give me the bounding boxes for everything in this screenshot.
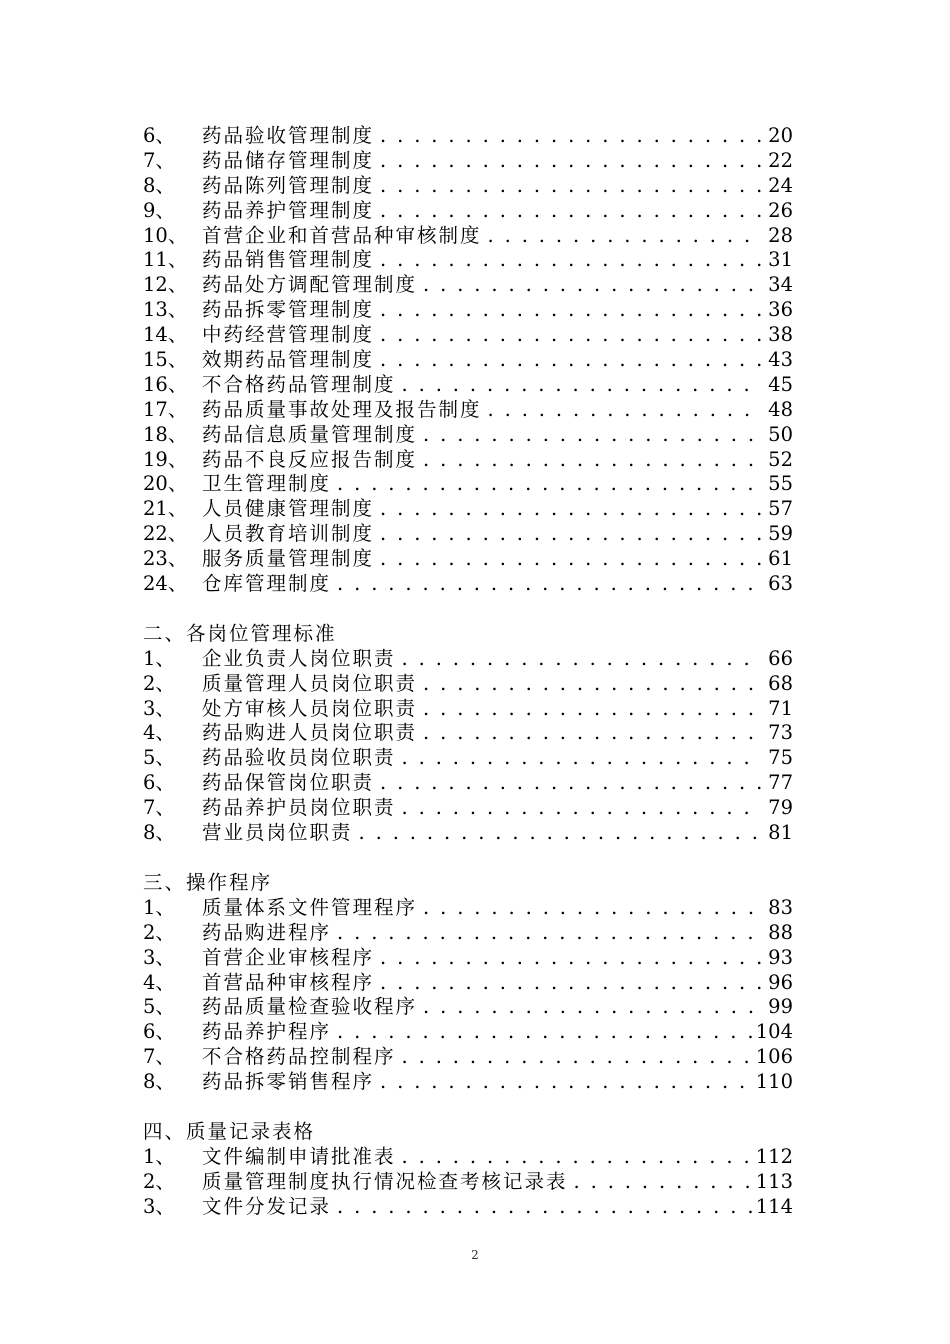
toc-entry: [143, 1070, 793, 1095]
toc-entry: [143, 796, 793, 821]
toc-entry-title: 药品储存管理制度: [202, 148, 375, 172]
toc-entry-number: 15、: [143, 348, 188, 372]
toc-entry-page: 104: [755, 1020, 793, 1044]
toc-entry-number: 9、: [143, 198, 175, 222]
dot-leader: [423, 448, 761, 473]
toc-entry-page: 71: [768, 696, 793, 720]
toc-entry-number: 2、: [143, 671, 175, 695]
toc-entry-page: 24: [768, 173, 793, 197]
toc-entry-page: 59: [768, 522, 793, 546]
toc-entry: [143, 124, 793, 149]
toc-entry: [143, 497, 793, 522]
toc-entry: [143, 348, 793, 373]
toc-entry-page: 22: [768, 148, 793, 172]
toc-group-positions: [143, 647, 793, 846]
dot-leader: [337, 472, 761, 497]
toc-entry: [143, 398, 793, 423]
toc-entry-title: 药品陈列管理制度: [202, 173, 375, 197]
toc-entry-page: 77: [768, 771, 793, 795]
toc-entry-title: 药品保管岗位职责: [202, 771, 375, 795]
dot-leader: [380, 174, 761, 199]
dot-leader: [380, 298, 761, 323]
toc-entry-title: 企业负责人岗位职责: [202, 646, 396, 670]
toc-entry: [143, 472, 793, 497]
toc-entry-number: 13、: [143, 298, 188, 322]
toc-entry-page: 61: [768, 547, 793, 571]
toc-entry-number: 1、: [143, 895, 175, 919]
toc-entry-number: 2、: [143, 920, 175, 944]
toc-entry-title: 效期药品管理制度: [202, 348, 375, 372]
toc-entry-title: 药品质量检查验收程序: [202, 995, 418, 1019]
toc-entry-number: 3、: [143, 1194, 175, 1218]
toc-entry-title: 药品购进人员岗位职责: [202, 721, 418, 745]
toc-entry-page: 96: [768, 970, 793, 994]
toc-entry-page: 55: [768, 472, 793, 496]
toc-entry-number: 7、: [143, 148, 175, 172]
toc-entry-number: 24、: [143, 572, 188, 596]
toc-entry: [143, 1045, 793, 1070]
toc-entry: [143, 697, 793, 722]
toc-entry-title: 人员教育培训制度: [202, 522, 375, 546]
dot-leader: [380, 323, 761, 348]
toc-entry: [143, 149, 793, 174]
toc-entry-number: 19、: [143, 447, 188, 471]
dot-leader: [380, 522, 761, 547]
toc-entry: [143, 423, 793, 448]
dot-leader: [337, 1195, 752, 1220]
toc-entry: [143, 896, 793, 921]
toc-entry: [143, 572, 793, 597]
dot-leader: [380, 971, 761, 996]
toc-entry-page: 43: [768, 348, 793, 372]
toc-entry-number: 8、: [143, 173, 175, 197]
toc-entry: [143, 946, 793, 971]
toc-entry-number: 22、: [143, 522, 188, 546]
toc-entry: [143, 672, 793, 697]
toc-entry: [143, 273, 793, 298]
toc-entry: [143, 323, 793, 348]
toc-entry-page: 79: [768, 796, 793, 820]
toc-entry-page: 83: [768, 895, 793, 919]
toc-entry-number: 1、: [143, 1144, 175, 1168]
toc-entry-title: 药品验收员岗位职责: [202, 746, 396, 770]
toc-entry-title: 不合格药品管理制度: [202, 372, 396, 396]
toc-entry-title: 药品拆零销售程序: [202, 1070, 375, 1094]
dot-leader: [337, 921, 761, 946]
toc-entry-title: 仓库管理制度: [202, 572, 332, 596]
toc-entry-page: 52: [768, 447, 793, 471]
toc-entry-number: 2、: [143, 1169, 175, 1193]
toc-entry-page: 28: [768, 223, 793, 247]
dot-leader: [337, 572, 761, 597]
toc-entry-title: 质量体系文件管理程序: [202, 895, 418, 919]
toc-entry-number: 16、: [143, 372, 188, 396]
dot-leader: [380, 149, 761, 174]
toc-entry-title: 药品销售管理制度: [202, 248, 375, 272]
toc-entry-title: 不合格药品控制程序: [202, 1045, 396, 1069]
dot-leader: [423, 721, 761, 746]
toc-entry: [143, 746, 793, 771]
toc-entry-title: 药品养护员岗位职责: [202, 796, 396, 820]
toc-entry-page: 81: [768, 821, 793, 845]
toc-entry-page: 110: [755, 1070, 793, 1094]
toc-entry-page: 48: [768, 397, 793, 421]
toc-entry-number: 6、: [143, 124, 175, 147]
toc-entry-title: 药品拆零管理制度: [202, 298, 375, 322]
toc-entry: [143, 373, 793, 398]
dot-leader: [402, 796, 761, 821]
toc-entry-page: 88: [768, 920, 793, 944]
toc-entry-page: 113: [755, 1169, 793, 1193]
dot-leader: [359, 821, 761, 846]
toc-entry-number: 5、: [143, 995, 175, 1019]
toc-entry-title: 文件分发记录: [202, 1194, 332, 1218]
toc-entry-title: 药品信息质量管理制度: [202, 422, 418, 446]
toc-entry: [143, 1020, 793, 1045]
dot-leader: [574, 1170, 752, 1195]
toc-entry-number: 23、: [143, 547, 188, 571]
toc-entry: [143, 298, 793, 323]
toc-entry-number: 21、: [143, 497, 188, 521]
toc-entry-title: 质量管理制度执行情况检查考核记录表: [202, 1169, 568, 1193]
dot-leader: [423, 896, 761, 921]
toc-entry-page: 38: [768, 323, 793, 347]
toc-entry-page: 34: [768, 273, 793, 297]
toc-entry: [143, 448, 793, 473]
toc-entry-title: 首营品种审核程序: [202, 970, 375, 994]
toc-entry-number: 7、: [143, 1045, 175, 1069]
toc-entry-title: 人员健康管理制度: [202, 497, 375, 521]
section-heading-record-forms: 四、质量记录表格: [143, 1119, 316, 1143]
toc-entry-title: 药品质量事故处理及报告制度: [202, 397, 482, 421]
dot-leader: [380, 199, 761, 224]
page-number: 2: [471, 1248, 479, 1262]
toc-entry-title: 卫生管理制度: [202, 472, 332, 496]
toc-entry: [143, 995, 793, 1020]
toc-entry-title: 营业员岗位职责: [202, 821, 353, 845]
toc-entry: [143, 1195, 793, 1220]
toc-entry-page: 73: [768, 721, 793, 745]
toc-entry-page: 106: [755, 1045, 793, 1069]
dot-leader: [380, 124, 761, 149]
toc-entry: [143, 1170, 793, 1195]
toc-entry: [143, 971, 793, 996]
toc-entry-title: 药品养护管理制度: [202, 198, 375, 222]
toc-entry-number: 18、: [143, 422, 188, 446]
toc-entry: [143, 174, 793, 199]
toc-entry-number: 1、: [143, 646, 175, 670]
toc-entry-title: 药品购进程序: [202, 920, 332, 944]
toc-entry: [143, 199, 793, 224]
toc-entry-number: 8、: [143, 821, 175, 845]
toc-entry-title: 首营企业审核程序: [202, 945, 375, 969]
toc-entry-number: 17、: [143, 397, 188, 421]
toc-entry-page: 20: [768, 124, 793, 147]
toc-entry-number: 11、: [143, 248, 188, 272]
dot-leader: [423, 273, 761, 298]
toc-entry-page: 36: [768, 298, 793, 322]
toc-entry: [143, 248, 793, 273]
toc-entry-number: 4、: [143, 721, 175, 745]
dot-leader: [402, 1045, 752, 1070]
toc-entry-number: 6、: [143, 1020, 175, 1044]
toc-entry: [143, 921, 793, 946]
section-heading-procedures: 三、操作程序: [143, 870, 273, 894]
toc-entry-page: 68: [768, 671, 793, 695]
dot-leader: [423, 697, 761, 722]
toc-entry-number: 3、: [143, 696, 175, 720]
toc-entry-page: 99: [768, 995, 793, 1019]
toc-entry-title: 首营企业和首营品种审核制度: [202, 223, 482, 247]
toc-entry-title: 文件编制申请批准表: [202, 1144, 396, 1168]
dot-leader: [380, 497, 761, 522]
toc-entry-number: 7、: [143, 796, 175, 820]
toc-entry-page: 26: [768, 198, 793, 222]
dot-leader: [380, 348, 761, 373]
toc-group-procedures: [143, 896, 793, 1095]
toc-group-policies: [143, 124, 793, 597]
dot-leader: [488, 398, 761, 423]
toc-entry: [143, 647, 793, 672]
toc-entry-page: 66: [768, 646, 793, 670]
dot-leader: [402, 373, 761, 398]
toc-entry-number: 3、: [143, 945, 175, 969]
dot-leader: [402, 647, 761, 672]
dot-leader: [380, 248, 761, 273]
dot-leader: [337, 1020, 752, 1045]
toc-entry-page: 114: [755, 1194, 793, 1218]
toc-entry: [143, 224, 793, 249]
toc-entry-page: 112: [755, 1144, 793, 1168]
toc-entry-title: 质量管理人员岗位职责: [202, 671, 418, 695]
toc-entry-number: 20、: [143, 472, 188, 496]
table-of-contents: [143, 124, 793, 1220]
toc-entry-number: 14、: [143, 323, 188, 347]
toc-entry-page: 63: [768, 572, 793, 596]
toc-entry-title: 药品养护程序: [202, 1020, 332, 1044]
toc-entry-page: 93: [768, 945, 793, 969]
toc-entry-page: 45: [768, 372, 793, 396]
toc-entry-number: 4、: [143, 970, 175, 994]
toc-entry-page: 75: [768, 746, 793, 770]
toc-group-record-forms: [143, 1145, 793, 1220]
toc-entry: [143, 522, 793, 547]
toc-entry-page: 31: [768, 248, 793, 272]
toc-entry-title: 药品处方调配管理制度: [202, 273, 418, 297]
toc-entry-number: 8、: [143, 1070, 175, 1094]
toc-entry-title: 处方审核人员岗位职责: [202, 696, 418, 720]
dot-leader: [380, 771, 761, 796]
toc-entry: [143, 547, 793, 572]
toc-entry-number: 10、: [143, 223, 188, 247]
dot-leader: [423, 423, 761, 448]
dot-leader: [488, 224, 761, 249]
toc-entry: [143, 771, 793, 796]
section-heading-positions: 二、各岗位管理标准: [143, 621, 337, 645]
toc-entry-title: 药品验收管理制度: [202, 124, 375, 147]
toc-entry-title: 药品不良反应报告制度: [202, 447, 418, 471]
toc-entry-number: 5、: [143, 746, 175, 770]
dot-leader: [380, 1070, 752, 1095]
toc-entry: [143, 1145, 793, 1170]
toc-entry: [143, 821, 793, 846]
dot-leader: [402, 746, 761, 771]
toc-entry-number: 12、: [143, 273, 188, 297]
dot-leader: [380, 946, 761, 971]
toc-entry-title: 服务质量管理制度: [202, 547, 375, 571]
toc-entry-page: 50: [768, 422, 793, 446]
toc-entry: [143, 721, 793, 746]
toc-entry-number: 6、: [143, 771, 175, 795]
toc-entry-page: 57: [768, 497, 793, 521]
dot-leader: [423, 995, 761, 1020]
dot-leader: [402, 1145, 752, 1170]
dot-leader: [423, 672, 761, 697]
toc-entry-title: 中药经营管理制度: [202, 323, 375, 347]
dot-leader: [380, 547, 761, 572]
